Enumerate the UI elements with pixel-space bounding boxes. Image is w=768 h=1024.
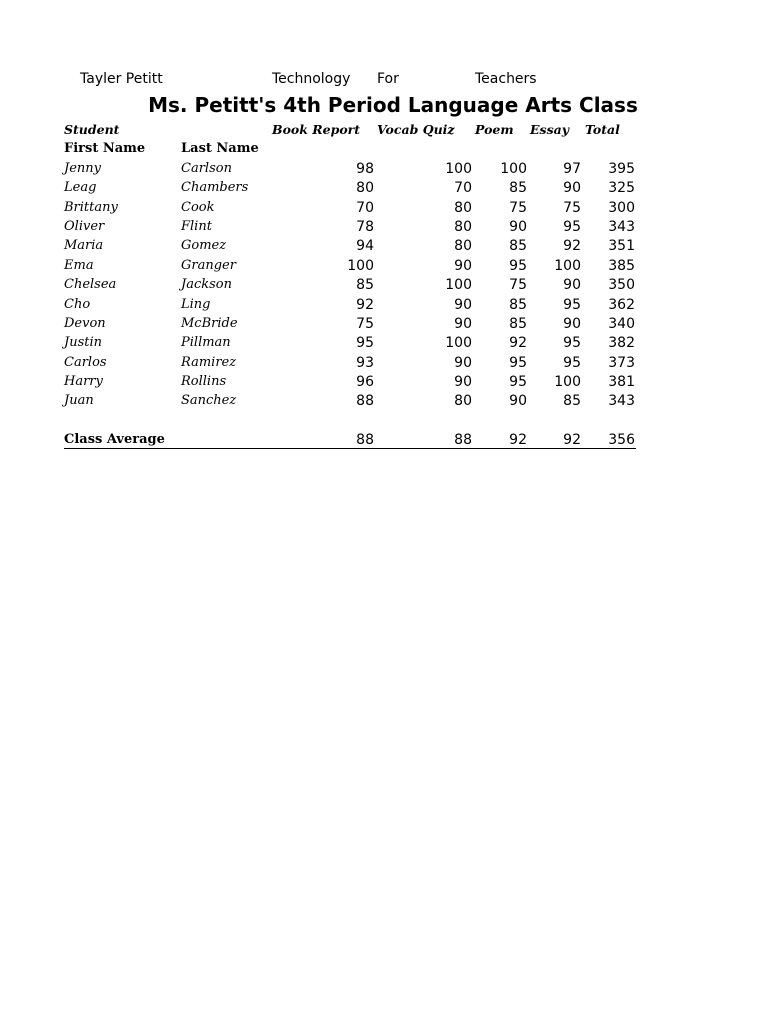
total-cell: 381 bbox=[608, 374, 635, 391]
average-underline bbox=[64, 448, 636, 449]
essay-cell: 95 bbox=[563, 335, 581, 352]
vocab-quiz-cell: 80 bbox=[454, 393, 472, 410]
total-cell: 382 bbox=[608, 335, 635, 352]
student-row bbox=[64, 178, 636, 197]
essay-cell: 100 bbox=[554, 257, 581, 274]
first-name-cell: Oliver bbox=[64, 218, 105, 234]
class-average-label: Class Average bbox=[64, 432, 165, 448]
vocab-quiz-cell: 80 bbox=[454, 199, 472, 216]
first-name-cell: Harry bbox=[64, 374, 103, 390]
student-row bbox=[64, 159, 636, 178]
total-cell: 373 bbox=[608, 354, 635, 371]
book-report-cell: 96 bbox=[356, 374, 374, 391]
header-total: Total bbox=[585, 122, 620, 137]
poem-cell: 90 bbox=[509, 218, 527, 235]
last-name-cell: Jackson bbox=[181, 277, 232, 293]
book-report-cell: 94 bbox=[356, 238, 374, 255]
first-name-cell: Devon bbox=[64, 315, 106, 331]
poem-cell: 85 bbox=[509, 238, 527, 255]
total-cell: 385 bbox=[608, 257, 635, 274]
essay-cell: 85 bbox=[563, 393, 581, 410]
total-cell: 300 bbox=[608, 199, 635, 216]
poem-cell: 85 bbox=[509, 296, 527, 313]
poem-cell: 75 bbox=[509, 277, 527, 294]
last-name-cell: Sanchez bbox=[181, 393, 237, 409]
first-name-cell: Carlos bbox=[64, 354, 107, 370]
header-book-report: Book Report bbox=[272, 122, 361, 137]
student-row bbox=[64, 391, 636, 410]
total-cell: 362 bbox=[608, 296, 635, 313]
first-name-cell: Chelsea bbox=[64, 277, 117, 293]
essay-cell: 97 bbox=[563, 160, 581, 177]
last-name-cell: Ling bbox=[181, 296, 211, 312]
vocab-quiz-cell: 90 bbox=[454, 354, 472, 371]
vocab-quiz-cell: 90 bbox=[454, 257, 472, 274]
first-name-cell: Brittany bbox=[64, 199, 118, 215]
essay-cell: 100 bbox=[554, 374, 581, 391]
header-vocab-quiz: Vocab Quiz bbox=[377, 122, 455, 137]
student-row bbox=[64, 275, 636, 294]
total-cell: 395 bbox=[608, 160, 635, 177]
last-name-cell: Chambers bbox=[181, 180, 249, 196]
last-name-cell: Rollins bbox=[181, 374, 227, 390]
poem-cell: 85 bbox=[509, 180, 527, 197]
total-cell: 340 bbox=[608, 315, 635, 332]
book-report-cell: 70 bbox=[356, 199, 374, 216]
book-report-cell: 88 bbox=[356, 393, 374, 410]
essay-cell: 90 bbox=[563, 180, 581, 197]
student-row bbox=[64, 295, 636, 314]
last-name-cell: Pillman bbox=[181, 335, 231, 351]
last-name-cell: Carlson bbox=[181, 160, 232, 176]
total-cell: 351 bbox=[608, 238, 635, 255]
student-row bbox=[64, 353, 636, 372]
poem-cell: 95 bbox=[509, 374, 527, 391]
spacer-row bbox=[64, 411, 636, 430]
last-name-cell: Cook bbox=[181, 199, 215, 215]
vocab-quiz-cell: 90 bbox=[454, 374, 472, 391]
last-name-cell: Ramirez bbox=[181, 354, 237, 370]
poem-cell: 95 bbox=[509, 257, 527, 274]
first-name-cell: Justin bbox=[64, 335, 103, 351]
first-name-cell: Cho bbox=[64, 296, 91, 312]
vocab-quiz-cell: 70 bbox=[454, 180, 472, 197]
book-report-cell: 98 bbox=[356, 160, 374, 177]
poem-cell: 90 bbox=[509, 393, 527, 410]
average-vocab-quiz: 88 bbox=[454, 432, 472, 449]
book-report-cell: 75 bbox=[356, 315, 374, 332]
essay-cell: 90 bbox=[563, 277, 581, 294]
average-poem: 92 bbox=[509, 432, 527, 449]
poem-cell: 100 bbox=[500, 160, 527, 177]
student-row bbox=[64, 333, 636, 352]
vocab-quiz-cell: 100 bbox=[445, 160, 472, 177]
grade-sheet bbox=[64, 120, 636, 450]
poem-cell: 85 bbox=[509, 315, 527, 332]
header-student: Student bbox=[64, 122, 120, 137]
student-row bbox=[64, 256, 636, 275]
header-last-name: Last Name bbox=[181, 141, 259, 157]
column-header-row bbox=[64, 120, 636, 139]
average-essay: 92 bbox=[563, 432, 581, 449]
last-name-cell: Granger bbox=[181, 257, 236, 273]
poem-cell: 95 bbox=[509, 354, 527, 371]
course-word-teachers: Teachers bbox=[475, 71, 537, 87]
essay-cell: 75 bbox=[563, 199, 581, 216]
name-header-row bbox=[64, 139, 636, 158]
poem-cell: 75 bbox=[509, 199, 527, 216]
essay-cell: 95 bbox=[563, 354, 581, 371]
average-book-report: 88 bbox=[356, 432, 374, 449]
essay-cell: 92 bbox=[563, 238, 581, 255]
first-name-cell: Ema bbox=[64, 257, 94, 273]
average-total: 356 bbox=[608, 432, 635, 449]
first-name-cell: Jenny bbox=[64, 160, 101, 176]
student-row bbox=[64, 314, 636, 333]
first-name-cell: Juan bbox=[64, 393, 94, 409]
essay-cell: 95 bbox=[563, 296, 581, 313]
first-name-cell: Leag bbox=[64, 180, 97, 196]
header-essay: Essay bbox=[530, 122, 569, 137]
book-report-cell: 100 bbox=[347, 257, 374, 274]
essay-cell: 90 bbox=[563, 315, 581, 332]
vocab-quiz-cell: 90 bbox=[454, 315, 472, 332]
total-cell: 350 bbox=[608, 277, 635, 294]
header-poem: Poem bbox=[475, 122, 514, 137]
book-report-cell: 93 bbox=[356, 354, 374, 371]
essay-cell: 95 bbox=[563, 218, 581, 235]
book-report-cell: 95 bbox=[356, 335, 374, 352]
book-report-cell: 78 bbox=[356, 218, 374, 235]
vocab-quiz-cell: 100 bbox=[445, 335, 472, 352]
book-report-cell: 80 bbox=[356, 180, 374, 197]
student-row bbox=[64, 217, 636, 236]
sheet-title: Ms. Petitt's 4th Period Language Arts Class bbox=[148, 93, 638, 117]
student-row bbox=[64, 372, 636, 391]
last-name-cell: Flint bbox=[181, 218, 212, 234]
vocab-quiz-cell: 90 bbox=[454, 296, 472, 313]
header-first-name: First Name bbox=[64, 141, 146, 157]
class-average-row bbox=[64, 430, 636, 449]
total-cell: 343 bbox=[608, 393, 635, 410]
student-rows bbox=[64, 159, 636, 411]
vocab-quiz-cell: 100 bbox=[445, 277, 472, 294]
last-name-cell: Gomez bbox=[181, 238, 227, 254]
last-name-cell: McBride bbox=[181, 315, 238, 331]
book-report-cell: 92 bbox=[356, 296, 374, 313]
student-row bbox=[64, 236, 636, 255]
total-cell: 325 bbox=[608, 180, 635, 197]
book-report-cell: 85 bbox=[356, 277, 374, 294]
total-cell: 343 bbox=[608, 218, 635, 235]
poem-cell: 92 bbox=[509, 335, 527, 352]
first-name-cell: Maria bbox=[64, 238, 104, 254]
course-word-for: For bbox=[377, 71, 399, 87]
author-name: Tayler Petitt bbox=[80, 71, 163, 87]
vocab-quiz-cell: 80 bbox=[454, 238, 472, 255]
course-word-technology: Technology bbox=[272, 71, 351, 87]
vocab-quiz-cell: 80 bbox=[454, 218, 472, 235]
student-row bbox=[64, 198, 636, 217]
